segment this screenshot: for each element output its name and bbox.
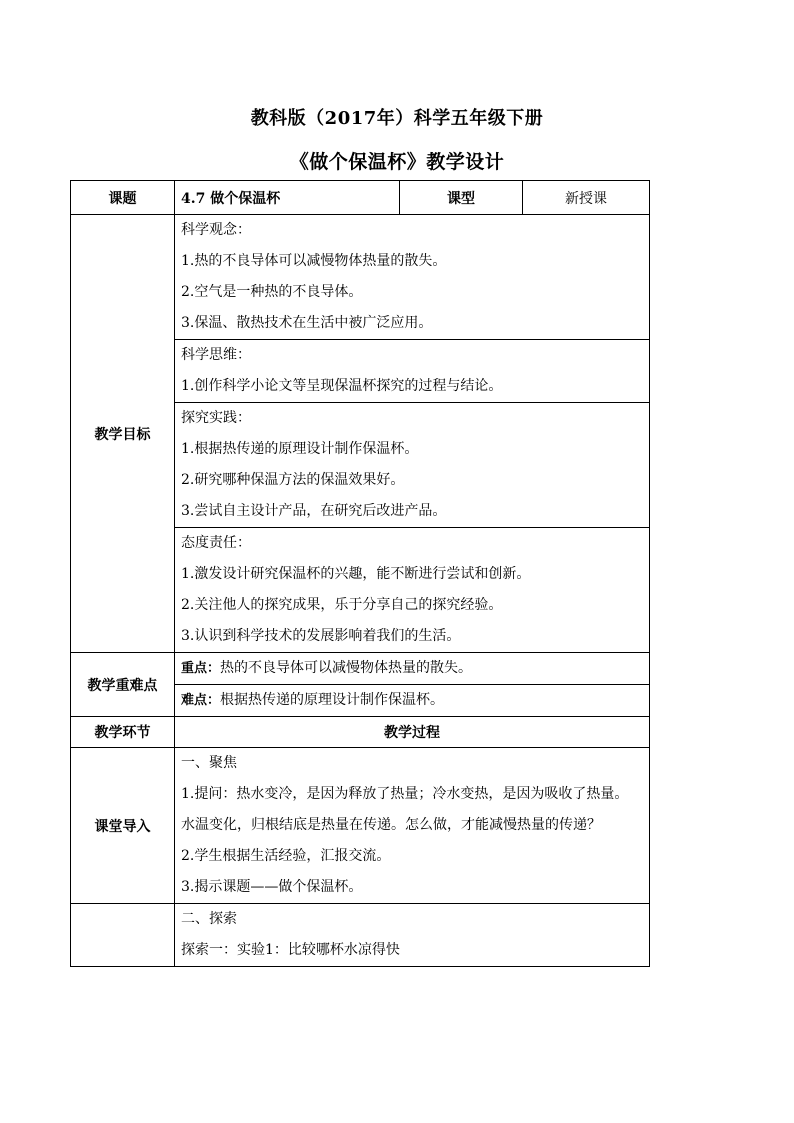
practice-item: 2.研究哪种保温方法的保温效果好。 bbox=[181, 472, 405, 488]
topic-label: 课题 bbox=[71, 181, 175, 215]
intro-cell bbox=[175, 748, 650, 904]
explore-cell bbox=[175, 904, 650, 967]
key-points-label: 教学重难点 bbox=[71, 653, 175, 717]
explore-label bbox=[71, 904, 175, 967]
topic-value: 4.7 做个保温杯 bbox=[175, 181, 400, 215]
lesson-type-label: 课型 bbox=[400, 181, 523, 215]
objectives-label: 教学目标 bbox=[71, 215, 175, 653]
focus-text: 热的不良导体可以减慢物体热量的散失。 bbox=[220, 660, 473, 676]
difficulty-text: 根据热传递的原理设计制作保温杯。 bbox=[220, 692, 445, 708]
objective-practice-cell bbox=[175, 403, 650, 528]
concept-item: 2.空气是一种热的不良导体。 bbox=[181, 284, 363, 300]
practice-item: 1.根据热传递的原理设计制作保温杯。 bbox=[181, 441, 419, 457]
topic-row bbox=[71, 181, 650, 215]
explore-row bbox=[71, 904, 650, 967]
stage-label: 教学环节 bbox=[71, 717, 175, 748]
document-title: 教科版（2017年）科学五年级下册 bbox=[250, 108, 544, 129]
attitude-heading: 态度责任： bbox=[181, 535, 251, 551]
practice-item: 3.尝试自主设计产品，在研究后改进产品。 bbox=[181, 503, 447, 519]
thinking-item: 1.创作科学小论文等呈现保温杯探究的过程与结论。 bbox=[181, 378, 503, 394]
intro-row bbox=[71, 748, 650, 904]
document-subtitle: 《做个保温杯》教学设计 bbox=[289, 151, 505, 173]
intro-line: 一、聚焦 bbox=[181, 755, 237, 771]
intro-line: 1.提问：热水变冷，是因为释放了热量；冷水变热，是因为吸收了热量。 bbox=[181, 786, 629, 802]
attitude-item: 2.关注他人的探究成果，乐于分享自己的探究经验。 bbox=[181, 597, 503, 613]
practice-heading: 探究实践： bbox=[181, 410, 251, 426]
difficulty-tag: 难点： bbox=[181, 693, 221, 708]
focus-cell bbox=[175, 653, 650, 685]
intro-line: 3.揭示课题——做个保温杯。 bbox=[181, 879, 363, 895]
process-label: 教学过程 bbox=[175, 717, 650, 748]
focus-tag: 重点： bbox=[181, 661, 221, 676]
focus-row bbox=[71, 653, 650, 685]
objective-concept-cell bbox=[175, 215, 650, 340]
objective-concept-row bbox=[71, 215, 650, 340]
intro-line: 水温变化，归根结底是热量在传递。怎么做，才能减慢热量的传递？ bbox=[181, 817, 601, 833]
objective-thinking-cell bbox=[175, 340, 650, 403]
explore-line: 探索一：实验1：比较哪杯水凉得快 bbox=[181, 942, 400, 958]
lesson-plan-table bbox=[70, 180, 650, 967]
process-header-row bbox=[71, 717, 650, 748]
thinking-heading: 科学思维： bbox=[181, 347, 251, 363]
attitude-item: 3.认识到科学技术的发展影响着我们的生活。 bbox=[181, 628, 461, 644]
difficulty-cell bbox=[175, 685, 650, 717]
concept-heading: 科学观念： bbox=[181, 222, 251, 238]
intro-label: 课堂导入 bbox=[71, 748, 175, 904]
attitude-item: 1.激发设计研究保温杯的兴趣，能不断进行尝试和创新。 bbox=[181, 566, 531, 582]
concept-item: 3.保温、散热技术在生活中被广泛应用。 bbox=[181, 315, 433, 331]
explore-line: 二、探索 bbox=[181, 911, 237, 927]
concept-item: 1.热的不良导体可以减慢物体热量的散失。 bbox=[181, 253, 447, 269]
objective-attitude-cell bbox=[175, 528, 650, 653]
lesson-type-value: 新授课 bbox=[523, 181, 650, 215]
intro-line: 2.学生根据生活经验，汇报交流。 bbox=[181, 848, 391, 864]
